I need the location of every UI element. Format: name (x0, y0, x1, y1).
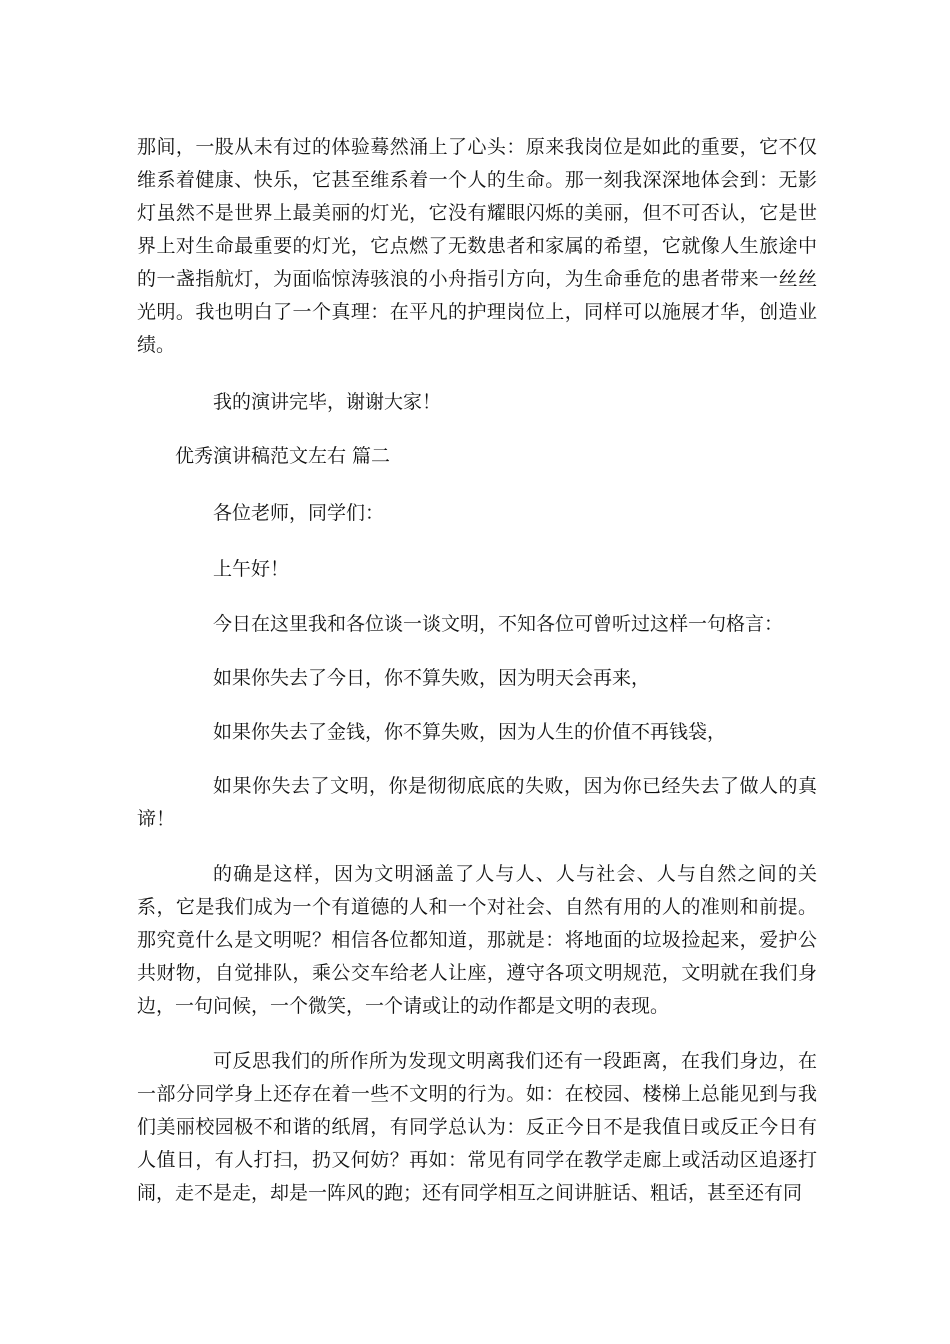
good-morning-line: 上午好！ (213, 558, 290, 580)
quote-line: 如果你失去了金钱，你不算失败，因为人生的价值不再钱袋， (213, 721, 727, 743)
quote-paragraph: 如果你失去了文明，你是彻彻底底的失败，因为你已经失去了做人的真谛！ (137, 775, 817, 830)
intro-line: 今日在这里我和各位谈一谈文明，不知各位可曾听过这样一句格言： (213, 613, 784, 635)
body-paragraph: 可反思我们的所作所为发现文明离我们还有一段距离，在我们身边，在一部分同学身上还存在着一些不文明的行为。如：在校园、楼梯上总能见到与我们美丽校园极不和谐的纸屑，有同学总认为：反正今日不是我值日或反正今日有人值日，有人打扫，扔又何妨？再如：常见有同学在教学走廊上或活动区追逐打闹，走不是走，却是一阵风的跑；还有同学相互之间讲脏话、粗话，甚至还有同 (137, 1050, 817, 1204)
body-paragraph: 那间，一股从未有过的体验蓦然涌上了心头：原来我岗位是如此的重要，它不仅维系着健康、快乐，它甚至维系着一个人的生命。那一刻我深深地体会到：无影灯虽然不是世界上最美丽的灯光，它没有耀眼闪烁的美丽，但不可否认，它是世界上对生命最重要的灯光，它点燃了无数患者和家属的希望，它就像人生旅途中的一盏指航灯，为面临惊涛骇浪的小舟指引方向，为生命垂危的患者带来一丝丝光明。我也明白了一个真理：在平凡的护理岗位上，同样可以施展才华，创造业绩。 (137, 136, 817, 356)
quote-line: 如果你失去了今日，你不算失败，因为明天会再来， (213, 667, 651, 689)
body-paragraph: 的确是这样，因为文明涵盖了人与人、人与社会、人与自然之间的关系，它是我们成为一个有道德的人和一个对社会、自然有用的人的准则和前提。那究竟什么是文明呢？相信各位都知道，那就是：将地面的垃圾捡起来，爱护公共财物，自觉排队，乘公交车给老人让座，遵守各项文明规范，文明就在我们身边，一句问候，一个微笑，一个请或让的动作都是文明的表现。 (137, 863, 817, 1017)
section-title: 优秀演讲稿范文左右 篇二 (175, 445, 391, 467)
greeting-line: 各位老师，同学们： (213, 502, 385, 524)
closing-line: 我的演讲完毕，谢谢大家！ (213, 391, 442, 413)
